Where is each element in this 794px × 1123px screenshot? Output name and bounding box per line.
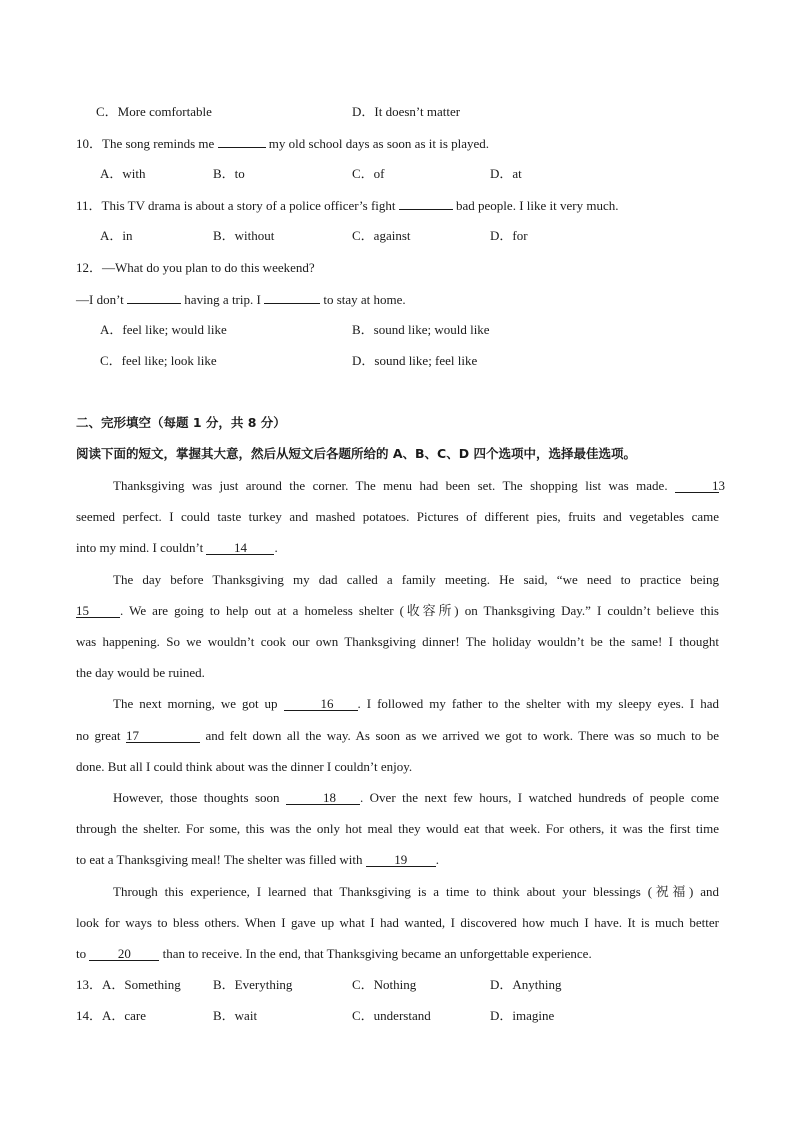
q10-option-a: A．with bbox=[100, 166, 146, 181]
q12-option-a: A．feel like; would like bbox=[100, 322, 227, 337]
blank-19: 19 bbox=[366, 853, 436, 867]
q12-option-c: C．feel like; look like bbox=[100, 353, 217, 368]
blank-18: 18 bbox=[286, 791, 360, 805]
q11-option-d: D．for bbox=[490, 228, 528, 243]
q12-dialogue: —I don’t having a trip. I to stay at home. bbox=[76, 292, 406, 307]
passage-p4-line1: However, those thoughts soon 18 . Over the next few hours, I watched hundreds of people come bbox=[113, 790, 719, 805]
q12-option-b: B．sound like; would like bbox=[352, 322, 490, 337]
q10-option-c: C．of bbox=[352, 166, 385, 181]
section-instruction: 阅读下面的短文，掌握其大意，然后从短文后各题所给的 A、B、C、D 四个选项中，选择最佳选项。 bbox=[76, 446, 636, 461]
answer-blank bbox=[218, 134, 266, 148]
q14-option-a: 14．A．care bbox=[76, 1008, 147, 1023]
q11-option-a: A．in bbox=[100, 228, 133, 243]
passage-p2-line3: was happening. So we wouldn’t cook our own Thanksgiving dinner! The holiday wouldn’t be the same! I thought bbox=[76, 634, 719, 649]
q13-option-b: B．Everything bbox=[213, 977, 293, 992]
q10-option-b: B．to bbox=[213, 166, 245, 181]
q11-option-b: B．without bbox=[213, 228, 275, 243]
passage-p1-line3: into my mind. I couldn’t 14 . bbox=[76, 540, 278, 555]
blank-16: 16 bbox=[284, 697, 358, 711]
passage-p3-line3: done. But all I could think about was the dinner I couldn’t enjoy. bbox=[76, 759, 413, 774]
section-heading: 二、完形填空（每题 1 分，共 8 分） bbox=[76, 415, 286, 430]
answer-blank bbox=[264, 290, 320, 304]
passage-p4-line2: through the shelter. For some, this was the only hot meal they would eat that week. For others, it was the first time bbox=[76, 821, 719, 836]
passage-p3-line1: The next morning, we got up 16 . I followed my father to the shelter with my sleepy eyes. I had bbox=[113, 696, 719, 711]
q12-stem: 12．—What do you plan to do this weekend? bbox=[76, 260, 315, 275]
answer-blank bbox=[399, 196, 453, 210]
passage-p2-line1: The day before Thanksgiving my dad called a family meeting. He said, “we need to practice being bbox=[113, 572, 719, 587]
answer-blank bbox=[127, 290, 181, 304]
blank-15: 15 bbox=[76, 604, 120, 618]
q13-option-c: C．Nothing bbox=[352, 977, 417, 992]
passage-p5-line1: Through this experience, I learned that Thanksgiving is a time to think about your blessings (祝福) and bbox=[113, 884, 719, 899]
passage-p5-line3: to 20 than to receive. In the end, that Thanksgiving became an unforgettable experience. bbox=[76, 946, 592, 961]
blank-13: 13 bbox=[675, 479, 719, 493]
q9-option-c: C．More comfortable bbox=[96, 104, 212, 119]
q10-option-d: D．at bbox=[490, 166, 522, 181]
passage-p1-line1: Thanksgiving was just around the corner. The menu had been set. The shopping list was made. 13 bbox=[113, 478, 726, 493]
passage-p2-line4: the day would be ruined. bbox=[76, 665, 205, 680]
q11-stem: 11．This TV drama is about a story of a police officer’s fight bad people. I like it very much. bbox=[76, 198, 619, 213]
q14-option-c: C．understand bbox=[352, 1008, 431, 1023]
blank-14: 14 bbox=[206, 541, 274, 555]
q13-option-a: 13．A．Something bbox=[76, 977, 181, 992]
q10-stem: 10．The song reminds me my old school days as soon as it is played. bbox=[76, 136, 490, 151]
q11-option-c: C．against bbox=[352, 228, 411, 243]
q9-option-d: D．It doesn’t matter bbox=[352, 104, 461, 119]
q14-option-b: B．wait bbox=[213, 1008, 258, 1023]
passage-p2-line2: 15 . We are going to help out at a homeless shelter (收容所) on Thanksgiving Day.” I couldn’t believe this bbox=[76, 603, 719, 618]
blank-20: 20 bbox=[89, 947, 159, 961]
blank-17: 17 bbox=[126, 729, 200, 743]
q13-option-d: D．Anything bbox=[490, 977, 562, 992]
passage-p5-line2: look for ways to bless others. When I gave up what I had wanted, I discovered how much I have. It is much better bbox=[76, 915, 719, 930]
q12-option-d: D．sound like; feel like bbox=[352, 353, 478, 368]
passage-p3-line2: no great 17 and felt down all the way. As soon as we arrived we got to work. There was so much to be bbox=[76, 728, 720, 743]
passage-p1-line2: seemed perfect. I could taste turkey and mashed potatoes. Pictures of different pies, fruits and vegetables came bbox=[76, 509, 719, 524]
passage-p4-line3: to eat a Thanksgiving meal! The shelter was filled with 19 . bbox=[76, 852, 440, 867]
q14-option-d: D．imagine bbox=[490, 1008, 555, 1023]
